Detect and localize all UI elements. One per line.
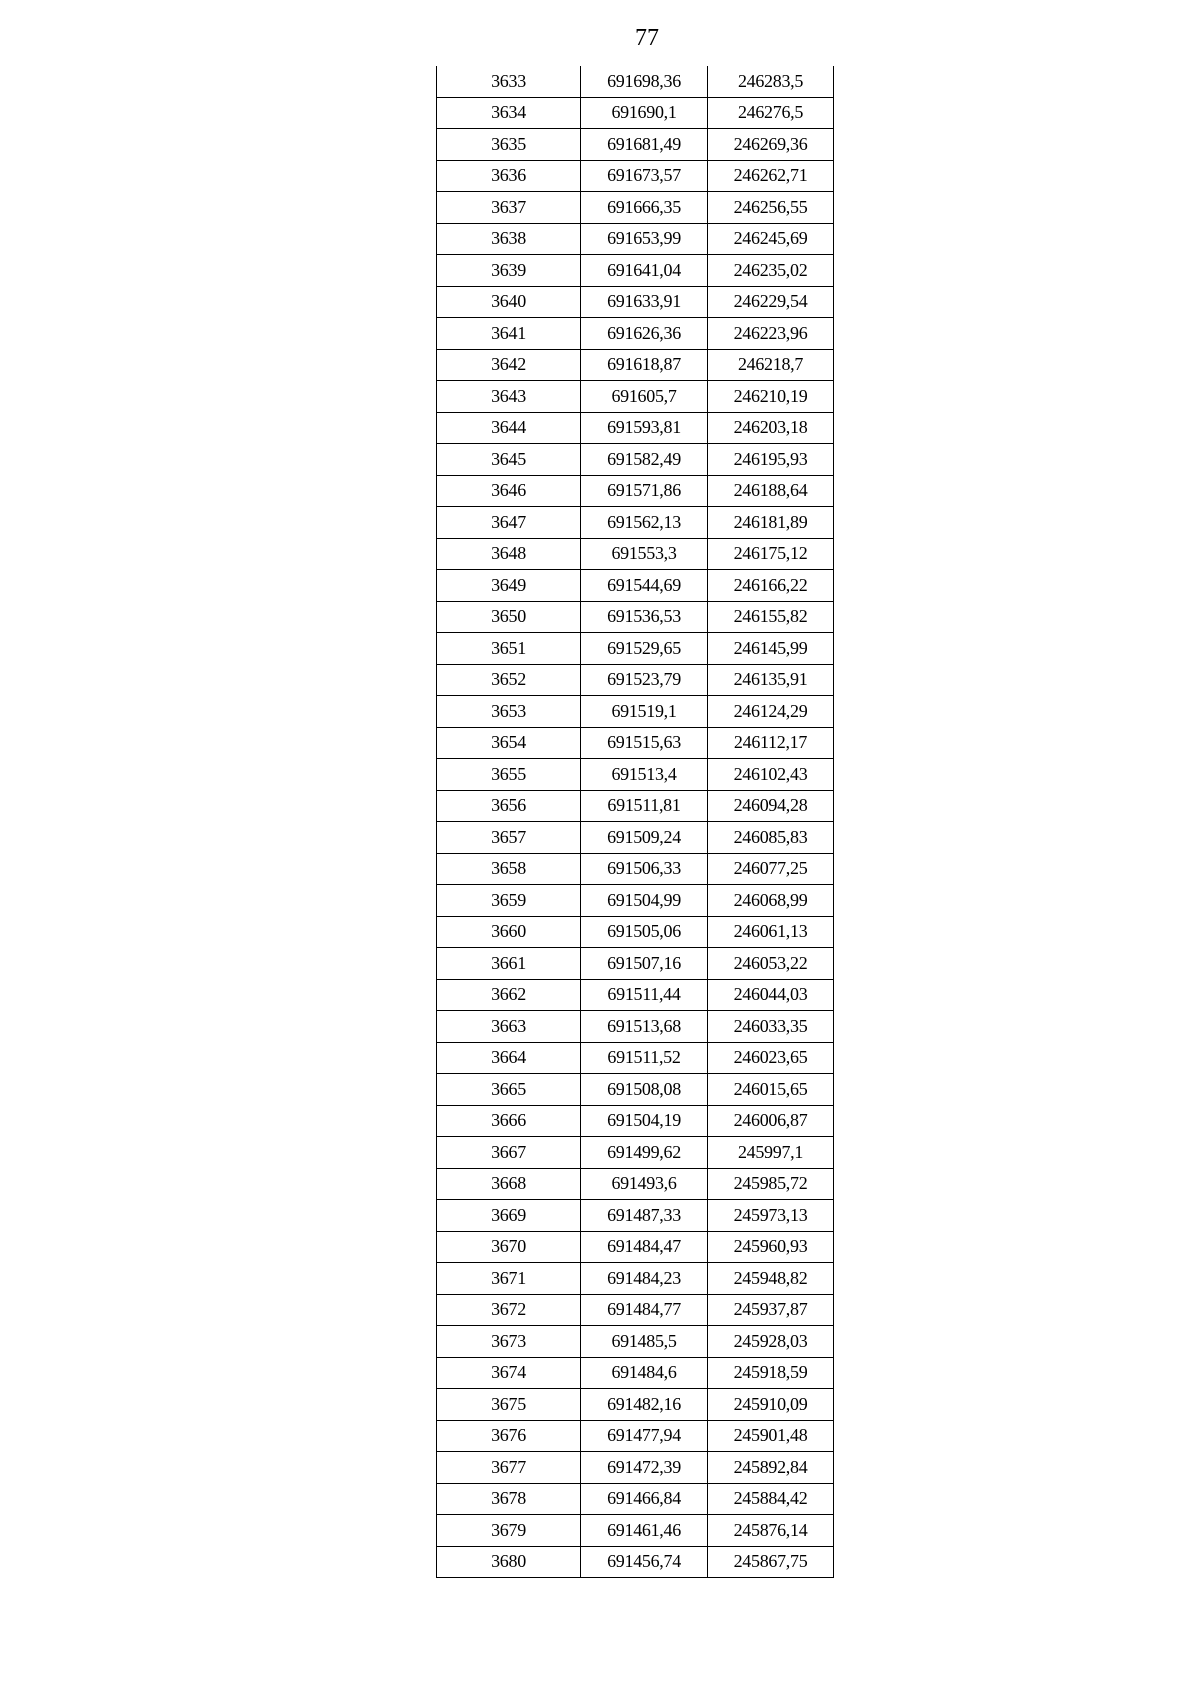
table-row bbox=[437, 349, 834, 381]
table-row bbox=[437, 97, 834, 129]
x-coordinate-cell: 691515,63 bbox=[581, 727, 708, 759]
table-row bbox=[437, 1200, 834, 1232]
point-number-cell: 3646 bbox=[437, 475, 581, 507]
point-number-cell: 3658 bbox=[437, 853, 581, 885]
y-coordinate-cell: 246015,65 bbox=[708, 1074, 834, 1106]
x-coordinate-cell: 691605,7 bbox=[581, 381, 708, 413]
point-number-cell: 3680 bbox=[437, 1546, 581, 1578]
point-number-cell: 3640 bbox=[437, 286, 581, 318]
table-row bbox=[437, 885, 834, 917]
table-row bbox=[437, 444, 834, 476]
x-coordinate-cell: 691484,77 bbox=[581, 1294, 708, 1326]
point-number-cell: 3638 bbox=[437, 223, 581, 255]
x-coordinate-cell: 691508,08 bbox=[581, 1074, 708, 1106]
x-coordinate-cell: 691673,57 bbox=[581, 160, 708, 192]
point-number-cell: 3674 bbox=[437, 1357, 581, 1389]
table-row bbox=[437, 1326, 834, 1358]
point-number-cell: 3676 bbox=[437, 1420, 581, 1452]
table-row bbox=[437, 1294, 834, 1326]
x-coordinate-cell: 691529,65 bbox=[581, 633, 708, 665]
coordinates-table bbox=[436, 66, 834, 1578]
x-coordinate-cell: 691536,53 bbox=[581, 601, 708, 633]
y-coordinate-cell: 246203,18 bbox=[708, 412, 834, 444]
point-number-cell: 3651 bbox=[437, 633, 581, 665]
y-coordinate-cell: 246085,83 bbox=[708, 822, 834, 854]
point-number-cell: 3653 bbox=[437, 696, 581, 728]
y-coordinate-cell: 246053,22 bbox=[708, 948, 834, 980]
x-coordinate-cell: 691553,3 bbox=[581, 538, 708, 570]
point-number-cell: 3654 bbox=[437, 727, 581, 759]
x-coordinate-cell: 691666,35 bbox=[581, 192, 708, 224]
y-coordinate-cell: 246102,43 bbox=[708, 759, 834, 791]
x-coordinate-cell: 691484,47 bbox=[581, 1231, 708, 1263]
point-number-cell: 3641 bbox=[437, 318, 581, 350]
x-coordinate-cell: 691698,36 bbox=[581, 66, 708, 97]
table-row bbox=[437, 255, 834, 287]
x-coordinate-cell: 691519,1 bbox=[581, 696, 708, 728]
x-coordinate-cell: 691523,79 bbox=[581, 664, 708, 696]
point-number-cell: 3669 bbox=[437, 1200, 581, 1232]
table-row bbox=[437, 727, 834, 759]
point-number-cell: 3650 bbox=[437, 601, 581, 633]
point-number-cell: 3660 bbox=[437, 916, 581, 948]
x-coordinate-cell: 691485,5 bbox=[581, 1326, 708, 1358]
x-coordinate-cell: 691511,52 bbox=[581, 1042, 708, 1074]
y-coordinate-cell: 246269,36 bbox=[708, 129, 834, 161]
y-coordinate-cell: 246068,99 bbox=[708, 885, 834, 917]
table-row bbox=[437, 790, 834, 822]
point-number-cell: 3678 bbox=[437, 1483, 581, 1515]
x-coordinate-cell: 691493,6 bbox=[581, 1168, 708, 1200]
point-number-cell: 3668 bbox=[437, 1168, 581, 1200]
table-row bbox=[437, 1137, 834, 1169]
y-coordinate-cell: 246223,96 bbox=[708, 318, 834, 350]
point-number-cell: 3672 bbox=[437, 1294, 581, 1326]
x-coordinate-cell: 691487,33 bbox=[581, 1200, 708, 1232]
table-row bbox=[437, 1452, 834, 1484]
table-row bbox=[437, 381, 834, 413]
table-row bbox=[437, 1389, 834, 1421]
table-row bbox=[437, 192, 834, 224]
x-coordinate-cell: 691633,91 bbox=[581, 286, 708, 318]
y-coordinate-cell: 246229,54 bbox=[708, 286, 834, 318]
y-coordinate-cell: 246256,55 bbox=[708, 192, 834, 224]
point-number-cell: 3647 bbox=[437, 507, 581, 539]
table-row bbox=[437, 633, 834, 665]
point-number-cell: 3649 bbox=[437, 570, 581, 602]
y-coordinate-cell: 246245,69 bbox=[708, 223, 834, 255]
table-row bbox=[437, 1483, 834, 1515]
page-number: 77 bbox=[635, 25, 659, 51]
table-row bbox=[437, 538, 834, 570]
y-coordinate-cell: 246124,29 bbox=[708, 696, 834, 728]
table-row bbox=[437, 1231, 834, 1263]
x-coordinate-cell: 691641,04 bbox=[581, 255, 708, 287]
y-coordinate-cell: 246077,25 bbox=[708, 853, 834, 885]
table-row bbox=[437, 412, 834, 444]
x-coordinate-cell: 691499,62 bbox=[581, 1137, 708, 1169]
point-number-cell: 3636 bbox=[437, 160, 581, 192]
x-coordinate-cell: 691626,36 bbox=[581, 318, 708, 350]
x-coordinate-cell: 691484,6 bbox=[581, 1357, 708, 1389]
point-number-cell: 3677 bbox=[437, 1452, 581, 1484]
point-number-cell: 3657 bbox=[437, 822, 581, 854]
point-number-cell: 3667 bbox=[437, 1137, 581, 1169]
table-row bbox=[437, 1168, 834, 1200]
table-row bbox=[437, 129, 834, 161]
x-coordinate-cell: 691511,81 bbox=[581, 790, 708, 822]
y-coordinate-cell: 246145,99 bbox=[708, 633, 834, 665]
coordinates-table-container bbox=[436, 66, 833, 1578]
x-coordinate-cell: 691513,68 bbox=[581, 1011, 708, 1043]
x-coordinate-cell: 691505,06 bbox=[581, 916, 708, 948]
table-row bbox=[437, 759, 834, 791]
y-coordinate-cell: 246283,5 bbox=[708, 66, 834, 97]
table-row bbox=[437, 1515, 834, 1547]
point-number-cell: 3664 bbox=[437, 1042, 581, 1074]
y-coordinate-cell: 245867,75 bbox=[708, 1546, 834, 1578]
x-coordinate-cell: 691466,84 bbox=[581, 1483, 708, 1515]
x-coordinate-cell: 691690,1 bbox=[581, 97, 708, 129]
table-row bbox=[437, 286, 834, 318]
point-number-cell: 3652 bbox=[437, 664, 581, 696]
table-row bbox=[437, 822, 834, 854]
x-coordinate-cell: 691472,39 bbox=[581, 1452, 708, 1484]
point-number-cell: 3666 bbox=[437, 1105, 581, 1137]
y-coordinate-cell: 246061,13 bbox=[708, 916, 834, 948]
point-number-cell: 3665 bbox=[437, 1074, 581, 1106]
point-number-cell: 3645 bbox=[437, 444, 581, 476]
point-number-cell: 3671 bbox=[437, 1263, 581, 1295]
x-coordinate-cell: 691511,44 bbox=[581, 979, 708, 1011]
x-coordinate-cell: 691504,19 bbox=[581, 1105, 708, 1137]
y-coordinate-cell: 246181,89 bbox=[708, 507, 834, 539]
point-number-cell: 3663 bbox=[437, 1011, 581, 1043]
y-coordinate-cell: 245937,87 bbox=[708, 1294, 834, 1326]
table-row bbox=[437, 1420, 834, 1452]
point-number-cell: 3639 bbox=[437, 255, 581, 287]
x-coordinate-cell: 691504,99 bbox=[581, 885, 708, 917]
y-coordinate-cell: 245997,1 bbox=[708, 1137, 834, 1169]
coordinates-table-body bbox=[437, 66, 834, 1578]
y-coordinate-cell: 245876,14 bbox=[708, 1515, 834, 1547]
table-row bbox=[437, 475, 834, 507]
point-number-cell: 3675 bbox=[437, 1389, 581, 1421]
table-row bbox=[437, 66, 834, 97]
x-coordinate-cell: 691653,99 bbox=[581, 223, 708, 255]
x-coordinate-cell: 691477,94 bbox=[581, 1420, 708, 1452]
table-row bbox=[437, 160, 834, 192]
point-number-cell: 3644 bbox=[437, 412, 581, 444]
x-coordinate-cell: 691507,16 bbox=[581, 948, 708, 980]
x-coordinate-cell: 691582,49 bbox=[581, 444, 708, 476]
point-number-cell: 3673 bbox=[437, 1326, 581, 1358]
y-coordinate-cell: 246235,02 bbox=[708, 255, 834, 287]
point-number-cell: 3633 bbox=[437, 66, 581, 97]
table-row bbox=[437, 1546, 834, 1578]
y-coordinate-cell: 246044,03 bbox=[708, 979, 834, 1011]
table-row bbox=[437, 1042, 834, 1074]
x-coordinate-cell: 691571,86 bbox=[581, 475, 708, 507]
table-row bbox=[437, 1357, 834, 1389]
y-coordinate-cell: 245960,93 bbox=[708, 1231, 834, 1263]
x-coordinate-cell: 691456,74 bbox=[581, 1546, 708, 1578]
y-coordinate-cell: 245910,09 bbox=[708, 1389, 834, 1421]
point-number-cell: 3679 bbox=[437, 1515, 581, 1547]
y-coordinate-cell: 246006,87 bbox=[708, 1105, 834, 1137]
x-coordinate-cell: 691461,46 bbox=[581, 1515, 708, 1547]
table-row bbox=[437, 979, 834, 1011]
y-coordinate-cell: 245901,48 bbox=[708, 1420, 834, 1452]
x-coordinate-cell: 691484,23 bbox=[581, 1263, 708, 1295]
table-row bbox=[437, 1263, 834, 1295]
point-number-cell: 3662 bbox=[437, 979, 581, 1011]
y-coordinate-cell: 246033,35 bbox=[708, 1011, 834, 1043]
point-number-cell: 3661 bbox=[437, 948, 581, 980]
y-coordinate-cell: 245892,84 bbox=[708, 1452, 834, 1484]
point-number-cell: 3643 bbox=[437, 381, 581, 413]
point-number-cell: 3635 bbox=[437, 129, 581, 161]
y-coordinate-cell: 245928,03 bbox=[708, 1326, 834, 1358]
x-coordinate-cell: 691506,33 bbox=[581, 853, 708, 885]
y-coordinate-cell: 246175,12 bbox=[708, 538, 834, 570]
y-coordinate-cell: 246195,93 bbox=[708, 444, 834, 476]
point-number-cell: 3642 bbox=[437, 349, 581, 381]
point-number-cell: 3659 bbox=[437, 885, 581, 917]
table-row bbox=[437, 696, 834, 728]
x-coordinate-cell: 691562,13 bbox=[581, 507, 708, 539]
point-number-cell: 3634 bbox=[437, 97, 581, 129]
table-row bbox=[437, 223, 834, 255]
x-coordinate-cell: 691513,4 bbox=[581, 759, 708, 791]
point-number-cell: 3670 bbox=[437, 1231, 581, 1263]
x-coordinate-cell: 691509,24 bbox=[581, 822, 708, 854]
table-row bbox=[437, 1105, 834, 1137]
table-row bbox=[437, 1074, 834, 1106]
y-coordinate-cell: 246112,17 bbox=[708, 727, 834, 759]
x-coordinate-cell: 691544,69 bbox=[581, 570, 708, 602]
table-row bbox=[437, 318, 834, 350]
y-coordinate-cell: 246166,22 bbox=[708, 570, 834, 602]
x-coordinate-cell: 691618,87 bbox=[581, 349, 708, 381]
table-row bbox=[437, 1011, 834, 1043]
table-row bbox=[437, 916, 834, 948]
table-row bbox=[437, 664, 834, 696]
point-number-cell: 3648 bbox=[437, 538, 581, 570]
y-coordinate-cell: 246262,71 bbox=[708, 160, 834, 192]
y-coordinate-cell: 246276,5 bbox=[708, 97, 834, 129]
y-coordinate-cell: 245948,82 bbox=[708, 1263, 834, 1295]
y-coordinate-cell: 246155,82 bbox=[708, 601, 834, 633]
table-row bbox=[437, 570, 834, 602]
y-coordinate-cell: 245918,59 bbox=[708, 1357, 834, 1389]
y-coordinate-cell: 246188,64 bbox=[708, 475, 834, 507]
y-coordinate-cell: 245884,42 bbox=[708, 1483, 834, 1515]
y-coordinate-cell: 245985,72 bbox=[708, 1168, 834, 1200]
x-coordinate-cell: 691482,16 bbox=[581, 1389, 708, 1421]
point-number-cell: 3656 bbox=[437, 790, 581, 822]
y-coordinate-cell: 246094,28 bbox=[708, 790, 834, 822]
y-coordinate-cell: 246218,7 bbox=[708, 349, 834, 381]
x-coordinate-cell: 691681,49 bbox=[581, 129, 708, 161]
y-coordinate-cell: 246135,91 bbox=[708, 664, 834, 696]
table-row bbox=[437, 948, 834, 980]
table-row bbox=[437, 601, 834, 633]
y-coordinate-cell: 246023,65 bbox=[708, 1042, 834, 1074]
point-number-cell: 3655 bbox=[437, 759, 581, 791]
table-row bbox=[437, 853, 834, 885]
point-number-cell: 3637 bbox=[437, 192, 581, 224]
y-coordinate-cell: 246210,19 bbox=[708, 381, 834, 413]
x-coordinate-cell: 691593,81 bbox=[581, 412, 708, 444]
y-coordinate-cell: 245973,13 bbox=[708, 1200, 834, 1232]
table-row bbox=[437, 507, 834, 539]
